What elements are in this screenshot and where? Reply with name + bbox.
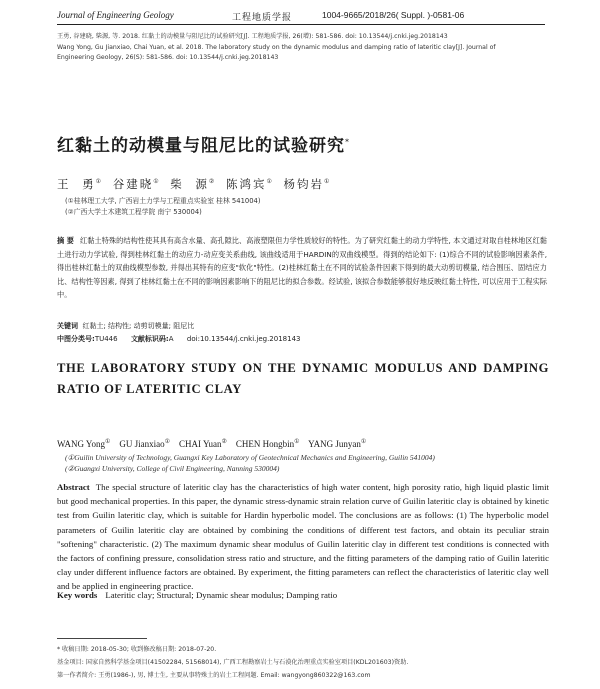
author-en: CHAI Yuan② [179, 439, 227, 449]
classification-line [57, 334, 300, 344]
keywords-en-text: Lateritic clay; Structural; Dynamic shear modulus; Damping ratio [105, 590, 338, 600]
keywords-en [57, 590, 337, 600]
title-cn [57, 131, 547, 156]
issn-line: 1004-9665/2018/26( Suppl. )-0581-06 [322, 10, 465, 20]
citation-en-line1: Wang Yong, Gu Jianxiao, Chai Yuan, et al. 2018. The laboratory study on the dynamic modulus and damping ratio of lateritic clay[J]. Journal of [57, 44, 496, 51]
title-en: THE LABORATORY STUDY ON THE DYNAMIC MODULUS AND DAMPING RATIO OF LATERITIC CLAY [57, 361, 549, 396]
abstract-cn [57, 234, 547, 302]
title-cn-footnote-mark: * [345, 137, 350, 147]
abstract-en [57, 480, 549, 594]
authors-en [57, 438, 366, 449]
journal-name-cn: 工程地质学报 [232, 13, 293, 23]
author-cn: 杨钧岩① [283, 177, 330, 191]
doc-code-value: A [168, 335, 174, 343]
keywords-en-label: Key words [57, 590, 98, 600]
abstract-en-label: Abstract [57, 482, 90, 492]
affiliation-en-1: (①Guilin University of Technology, Guangxi Key Laboratory of Geotechnical Mechanics and Engineering, Guilin 541004) [65, 453, 435, 462]
doi-label: doi: [186, 335, 200, 343]
keywords-cn [57, 321, 194, 331]
abstract-cn-text: 红黏土特殊的结构性使其具有高含水量、高孔隙比、高液塑限但力学性质较好的特性。为了研究红黏土的动力学特性, 本文通过对取自桂林地区红黏土进行动力学试验, 得到桂林红黏土的动应力-动应变关系曲线, 该曲线适用于HARDIN的双曲线模型。得到的结论如下: (1)综合不同的试验影响因素条件, 得出桂林红黏土的双曲线模型参数, 并得出其特有的应变"软化"特性。(2)桂林红黏土在不同的试验条件因素下得到的最大动剪切模量, 结合围压、固结应力比、结构性等因素, 得到了桂林红黏土在不同的影响因素影响下的阻尼比的拟合参数。经试验, 该拟合参数能够很好地反映红黏土特性, 可以应用于工程实际中。 [57, 236, 547, 299]
author-en: GU Jianxiao① [119, 439, 171, 449]
authors-cn [57, 176, 329, 192]
author-cn: 柴 源② [170, 177, 215, 191]
author-cn: 谷建晓① [112, 177, 159, 191]
affiliation-cn-2: (②广西大学土木建筑工程学院 南宁 530004) [65, 208, 202, 216]
footnote-received: * 收稿日期: 2018-05-30; 收到修改稿日期: 2018-07-20. [57, 646, 217, 653]
title-cn-text: 红黏土的动模量与阻尼比的试验研究 [57, 136, 345, 156]
doi-value: 10.13544/j.cnki.jeg.2018143 [199, 335, 301, 343]
footnote-first-author: 第一作者简介: 王勇(1986-), 男, 博士生, 主要从事特殊土的岩土工程问题. Email: wangyong860322@163.com [57, 672, 371, 679]
author-en: WANG Yong① [57, 439, 111, 449]
keywords-cn-text: 红黏土; 结构性; 动剪切模量; 阻尼比 [82, 322, 195, 330]
footnote-funding: 基金项目: 国家自然科学基金项目(41502284, 51568014), 广西工程勘察岩土与石漠化治理重点实验室项目(KDL201603)资助. [57, 659, 409, 666]
author-en: CHEN Hongbin① [235, 439, 300, 449]
abstract-cn-label: 摘 要 [57, 236, 74, 245]
footnote-divider [57, 638, 147, 639]
doc-code-label: 文献标识码: [130, 335, 169, 343]
running-header [57, 6, 545, 25]
keywords-cn-label: 关键词 [57, 322, 78, 330]
author-cn: 陈鸿宾① [225, 177, 272, 191]
clc-label: 中图分类号: [57, 335, 95, 343]
clc-value: TU446 [94, 335, 118, 343]
author-en: YANG Junyan① [308, 439, 367, 449]
affiliation-en-2: (②Guangxi University, College of Civil Engineering, Nanning 530004) [65, 464, 280, 473]
citation-cn: 王勇, 谷建晓, 柴源, 等. 2018. 红黏土的动模量与阻尼比的试验研究[J]. 工程地质学报, 26(增): 581-586. doi: 10.13544/j.cnki.jeg.2018143 [57, 33, 448, 40]
affiliation-cn-1: (①桂林理工大学, 广西岩土力学与工程重点实验室 桂林 541004) [65, 197, 261, 205]
abstract-en-text: The special structure of lateritic clay has the characteristics of high water content, high porosity ratio, high liquid plastic limit but good mechanical properties. In this paper, the dynamic stress-dynamic strain relation curve of Guilin lateritic clay is obtained by kinetic test from Guilin lateritic clay, which is suitable for Hardin hyperbolic model. The conclusions are as follows: (1) The hyperbolic model parameters of Guilin lateritic clay are obtained by combining the conditions of different test factors, and obtain its peculiar strain "softening" characteristic. (2) The maximum dynamic shear modulus of Guilin lateritic clay in different test conditions is connected with the factors of confining pressure, consolidation stress ratio and structure, and the fitting parameters of the damping ratio of Guilin lateritic clay under different influence factors are obtained. By experiment, the fitting parameters can reflect the characteristics of lateritic clay well and be applied in engineering practice. [57, 482, 549, 592]
journal-name-en: Journal of Engineering Geology [57, 10, 174, 20]
citation-en-line2: Engineering Geology, 26(S): 581-586. doi: 10.13544/j.cnki.jeg.2018143 [57, 54, 279, 61]
author-cn: 王 勇① [57, 177, 102, 191]
